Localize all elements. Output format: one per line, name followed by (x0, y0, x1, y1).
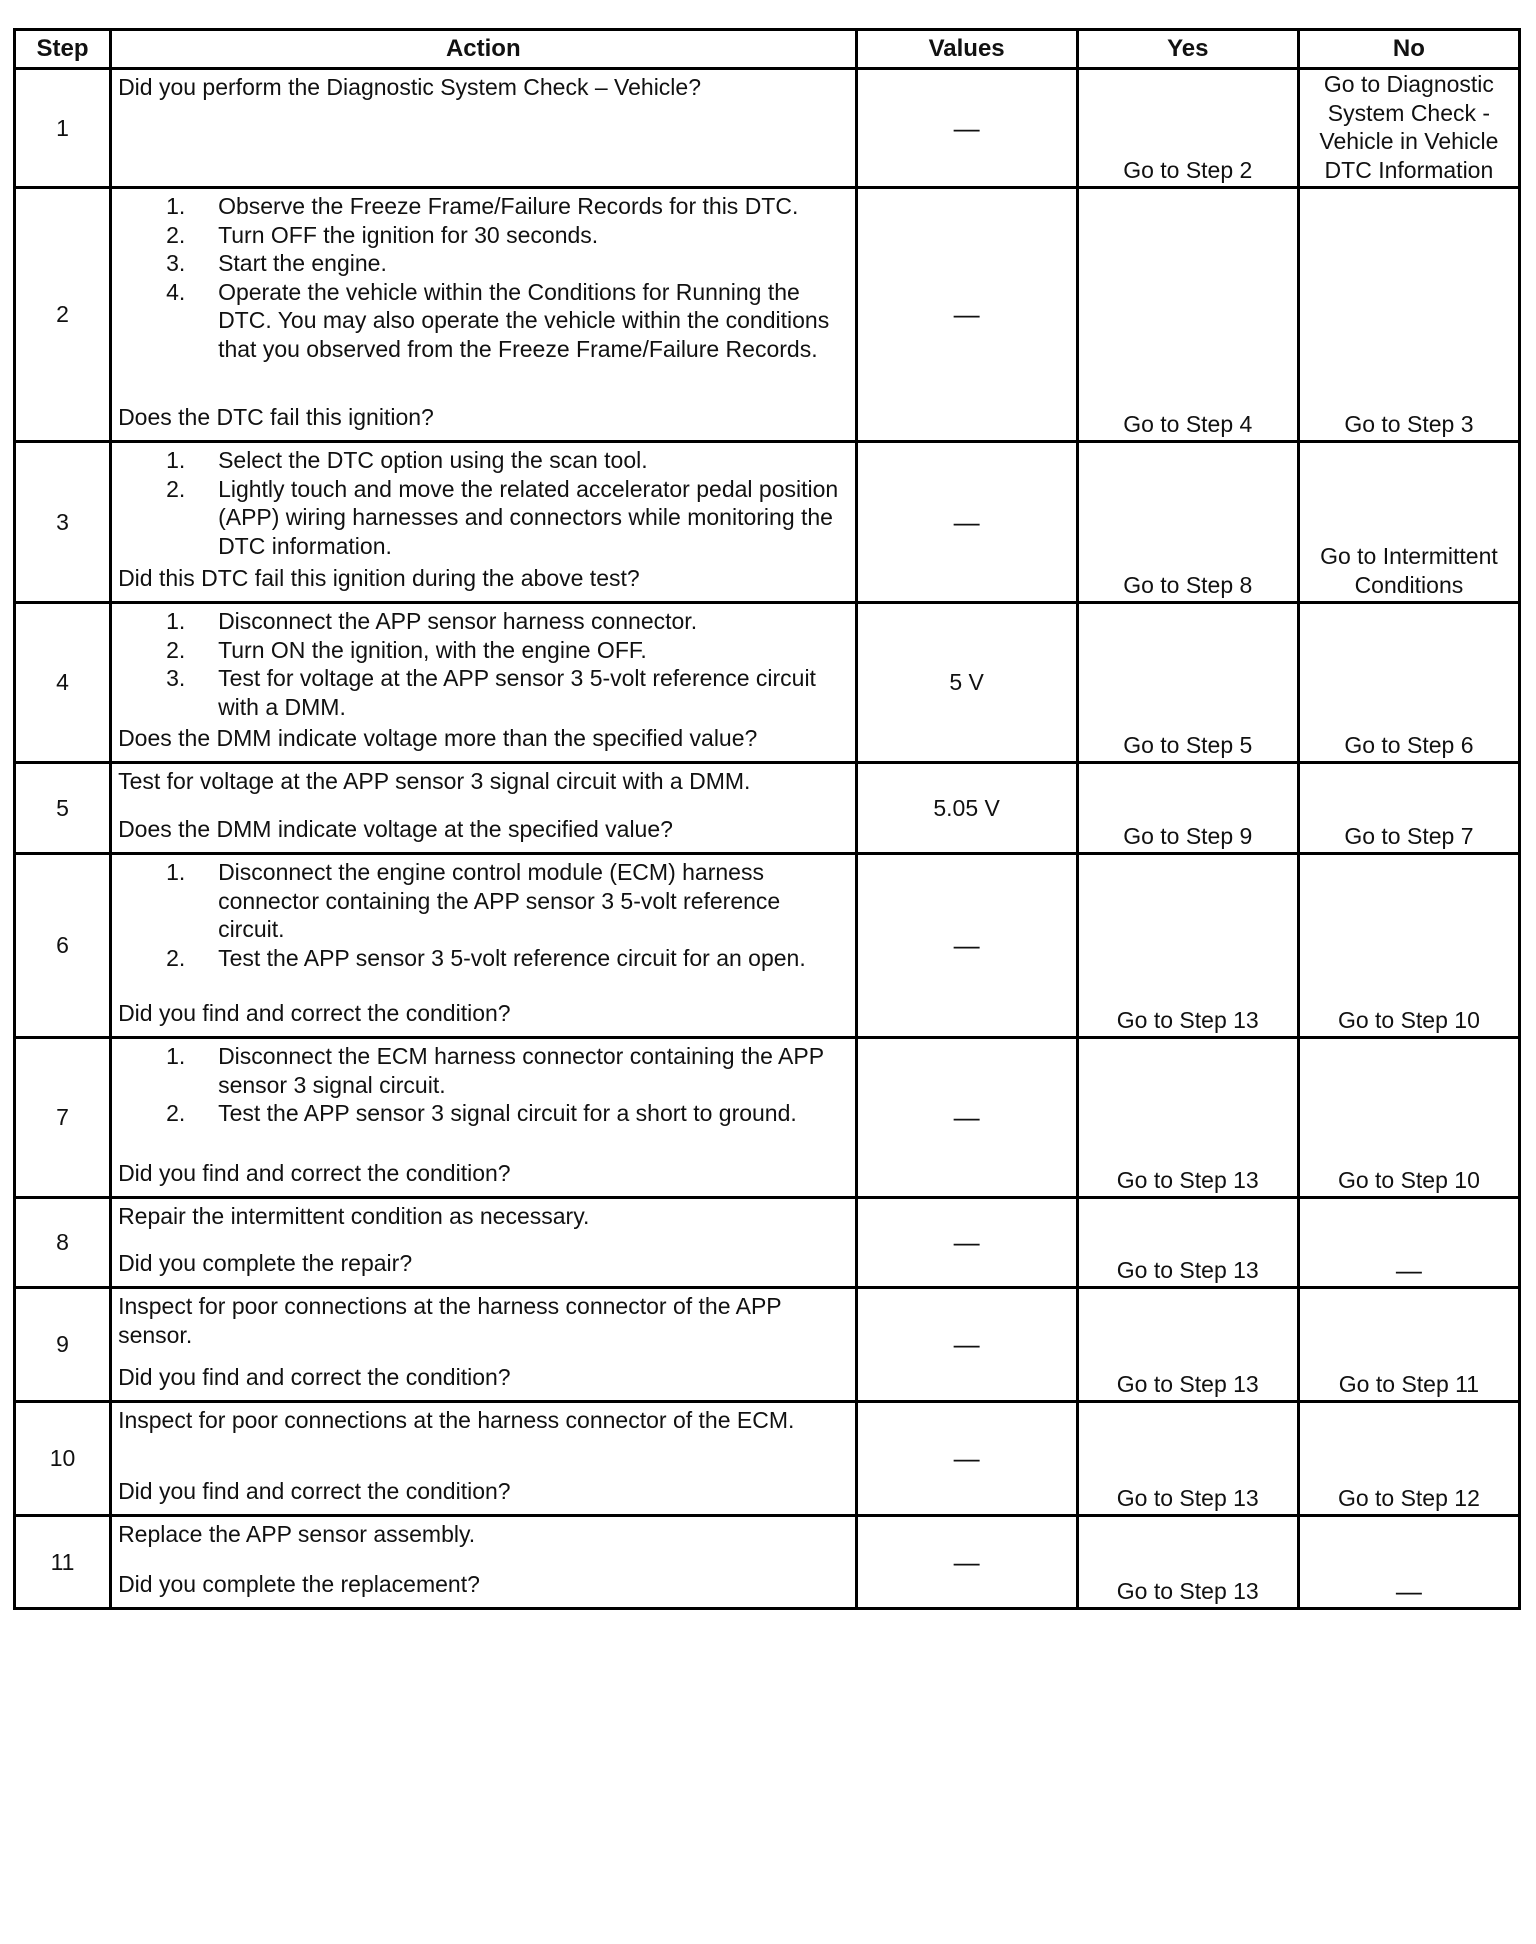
table-row (15, 763, 1520, 854)
header-row (15, 30, 1520, 69)
action-cell (111, 1402, 856, 1516)
action-step-number: 4. (166, 278, 186, 305)
action-step-text: Disconnect the engine control module (ECM) harness connector containing the APP sensor 3 5-volt reference circuit. (218, 859, 781, 942)
action-cell (111, 442, 856, 603)
action-question: Did you complete the repair? (118, 1249, 413, 1276)
no-result: Go to Step 11 (1298, 1288, 1519, 1402)
header-yes: Yes (1077, 30, 1298, 69)
action-step-text: Turn OFF the ignition for 30 seconds. (218, 221, 599, 248)
action-question: Did you find and correct the condition? (118, 1159, 511, 1186)
no-result: — (1298, 1198, 1519, 1288)
yes-result: Go to Step 13 (1077, 854, 1298, 1038)
step-number: 11 (15, 1516, 111, 1609)
table-row (15, 603, 1520, 763)
action-step-number: 1. (166, 859, 186, 885)
table-row (15, 1402, 1520, 1516)
action-content (118, 1042, 848, 1187)
action-body (118, 1202, 848, 1231)
action-step-text: Operate the vehicle within the Conditions for Running the DTC. You may also operate the vehicle within the conditions that you observed from the Freeze Frame/Failure Records. (218, 278, 830, 362)
action-step-number: 2. (166, 475, 186, 502)
action-step-item (118, 607, 848, 636)
no-result: Go to Step 12 (1298, 1402, 1519, 1516)
action-body (118, 1292, 848, 1349)
action-steps-list (118, 1042, 848, 1128)
table-row (15, 854, 1520, 1038)
action-body (118, 1520, 848, 1549)
action-question: Does the DMM indicate voltage at the specified value? (118, 815, 673, 842)
action-cell (111, 1038, 856, 1198)
action-step-item (118, 278, 848, 364)
action-text: Inspect for poor connections at the harness connector of the APP sensor. (118, 1293, 782, 1348)
action-cell (111, 763, 856, 854)
action-content (118, 1406, 848, 1505)
yes-result: Go to Step 13 (1077, 1038, 1298, 1198)
table-row (15, 1038, 1520, 1198)
action-step-text: Disconnect the APP sensor harness connector. (218, 608, 698, 634)
action-step-item (118, 446, 848, 475)
action-question: Did you find and correct the condition? (118, 1477, 511, 1504)
table-row (15, 1516, 1520, 1609)
action-question: Did you find and correct the condition? (118, 999, 511, 1026)
action-content (118, 607, 848, 752)
action-steps-list (118, 858, 848, 972)
no-result: Go to Intermittent Conditions (1298, 442, 1519, 603)
action-cell (111, 1288, 856, 1402)
value-cell: — (856, 1402, 1077, 1516)
action-text: Did you perform the Diagnostic System Check – Vehicle? (118, 74, 702, 100)
action-step-text: Disconnect the ECM harness connector containing the APP sensor 3 signal circuit. (218, 1043, 824, 1098)
action-step-number: 2. (166, 1100, 186, 1126)
action-step-number: 2. (166, 221, 186, 248)
no-result: Go to Step 7 (1298, 763, 1519, 854)
value-cell: — (856, 1288, 1077, 1402)
action-body (118, 1042, 848, 1128)
yes-result: Go to Step 13 (1077, 1288, 1298, 1402)
action-body (118, 446, 848, 560)
no-result: Go to Diagnostic System Check - Vehicle in Vehicle DTC Information (1298, 69, 1519, 188)
no-result: Go to Step 10 (1298, 1038, 1519, 1198)
action-body (118, 73, 848, 102)
action-step-number: 1. (166, 447, 186, 473)
action-body (118, 858, 848, 972)
action-cell (111, 188, 856, 442)
action-content (118, 1520, 848, 1598)
action-step-number: 1. (166, 1043, 186, 1069)
value-cell: — (856, 188, 1077, 442)
action-step-item (118, 192, 848, 221)
action-content (118, 858, 848, 1027)
action-step-text: Lightly touch and move the related accelerator pedal position (APP) wiring harnesses and connectors while monitoring the DTC information. (218, 475, 839, 559)
action-content (118, 73, 848, 165)
step-number: 2 (15, 188, 111, 442)
no-result: Go to Step 3 (1298, 188, 1519, 442)
action-content (118, 767, 848, 843)
action-cell (111, 69, 856, 188)
action-content (118, 1292, 848, 1391)
action-body (118, 767, 848, 796)
value-cell: — (856, 854, 1077, 1038)
action-step-text: Start the engine. (218, 250, 387, 276)
action-cell (111, 603, 856, 763)
action-body (118, 1406, 848, 1435)
action-step-text: Turn ON the ignition, with the engine OFF. (218, 636, 647, 663)
action-question: Did this DTC fail this ignition during the above test? (118, 564, 640, 591)
action-question: Did you complete the replacement? (118, 1570, 480, 1597)
diagnostic-table (13, 28, 1521, 1610)
action-cell (111, 1198, 856, 1288)
action-question: Did you find and correct the condition? (118, 1363, 511, 1390)
no-result: Go to Step 6 (1298, 603, 1519, 763)
step-number: 6 (15, 854, 111, 1038)
step-number: 1 (15, 69, 111, 188)
value-cell: — (856, 1516, 1077, 1609)
value-cell: — (856, 442, 1077, 603)
action-cell (111, 1516, 856, 1609)
action-step-item (118, 1099, 848, 1128)
value-cell: 5 V (856, 603, 1077, 763)
action-content (118, 192, 848, 431)
table-row (15, 188, 1520, 442)
table-row (15, 1288, 1520, 1402)
yes-result: Go to Step 8 (1077, 442, 1298, 603)
action-steps-list (118, 446, 848, 560)
yes-result: Go to Step 13 (1077, 1402, 1298, 1516)
action-question: Does the DTC fail this ignition? (118, 403, 434, 430)
action-body (118, 192, 848, 363)
step-number: 3 (15, 442, 111, 603)
step-number: 5 (15, 763, 111, 854)
action-step-item (118, 664, 848, 721)
yes-result: Go to Step 4 (1077, 188, 1298, 442)
action-step-number: 3. (166, 250, 186, 276)
action-step-text: Test the APP sensor 3 5-volt reference circuit for an open. (218, 944, 806, 971)
action-question: Does the DMM indicate voltage more than the specified value? (118, 724, 758, 751)
value-cell: — (856, 1198, 1077, 1288)
action-text: Inspect for poor connections at the harness connector of the ECM. (118, 1407, 795, 1433)
action-steps-list (118, 192, 848, 363)
action-step-number: 2. (166, 636, 186, 663)
step-number: 7 (15, 1038, 111, 1198)
yes-result: Go to Step 9 (1077, 763, 1298, 854)
action-step-item (118, 1042, 848, 1099)
yes-result: Go to Step 13 (1077, 1198, 1298, 1288)
action-text: Replace the APP sensor assembly. (118, 1521, 476, 1547)
yes-result: Go to Step 13 (1077, 1516, 1298, 1609)
header-no: No (1298, 30, 1519, 69)
step-number: 8 (15, 1198, 111, 1288)
value-cell: 5.05 V (856, 763, 1077, 854)
table-row (15, 69, 1520, 188)
action-step-text: Test the APP sensor 3 signal circuit for a short to ground. (218, 1100, 797, 1126)
action-text: Repair the intermittent condition as necessary. (118, 1203, 590, 1229)
action-step-number: 1. (166, 193, 186, 219)
header-step: Step (15, 30, 111, 69)
action-step-item (118, 249, 848, 278)
action-body (118, 607, 848, 721)
no-result: Go to Step 10 (1298, 854, 1519, 1038)
header-values: Values (856, 30, 1077, 69)
no-result: — (1298, 1516, 1519, 1609)
action-step-item (118, 475, 848, 561)
action-cell (111, 854, 856, 1038)
action-content (118, 446, 848, 592)
action-step-item (118, 858, 848, 944)
action-step-text: Observe the Freeze Frame/Failure Records for this DTC. (218, 193, 799, 219)
value-cell: — (856, 69, 1077, 188)
action-step-text: Select the DTC option using the scan tool. (218, 447, 648, 473)
header-action: Action (111, 30, 856, 69)
step-number: 4 (15, 603, 111, 763)
table-row (15, 1198, 1520, 1288)
action-step-number: 1. (166, 608, 186, 634)
value-cell: — (856, 1038, 1077, 1198)
yes-result: Go to Step 2 (1077, 69, 1298, 188)
action-step-item (118, 636, 848, 665)
action-step-item (118, 944, 848, 973)
table-row (15, 442, 1520, 603)
action-content (118, 1202, 848, 1277)
action-step-item (118, 221, 848, 250)
step-number: 9 (15, 1288, 111, 1402)
action-step-number: 2. (166, 944, 186, 971)
action-steps-list (118, 607, 848, 721)
yes-result: Go to Step 5 (1077, 603, 1298, 763)
action-step-text: Test for voltage at the APP sensor 3 5-volt reference circuit with a DMM. (218, 665, 816, 720)
step-number: 10 (15, 1402, 111, 1516)
action-step-number: 3. (166, 665, 186, 691)
action-text: Test for voltage at the APP sensor 3 signal circuit with a DMM. (118, 768, 751, 794)
